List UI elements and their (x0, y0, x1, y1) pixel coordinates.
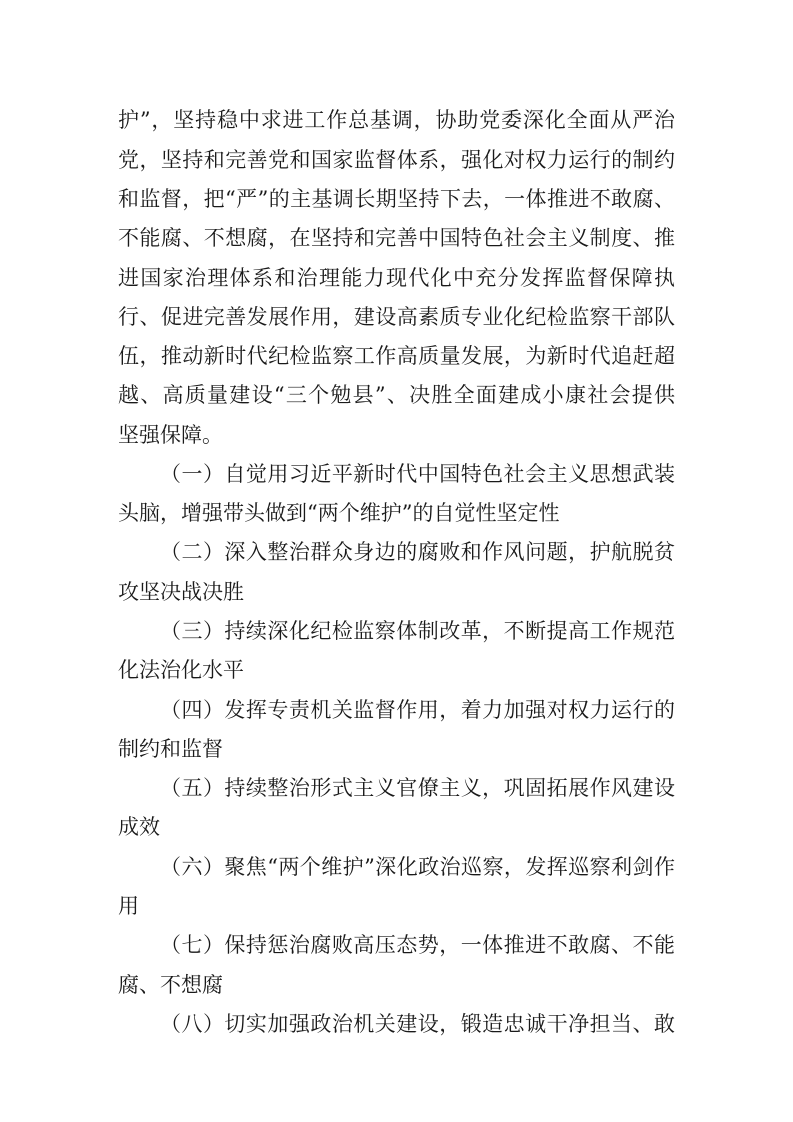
section-heading-8: （八）切实加强政治机关建设，锻造忠诚干净担当、敢 (160, 1012, 675, 1036)
section-heading-5: （五）持续整治形式主义官僚主义，巩固拓展作风建设 (160, 776, 675, 800)
body-text-line: 不能腐、不想腐，在坚持和完善中国特色社会主义制度、推 (118, 226, 675, 250)
section-heading-3: （三）持续深化纪检监察体制改革，不断提高工作规范 (160, 619, 675, 643)
section-heading-2-cont: 攻坚决战决胜 (118, 580, 244, 604)
body-text-line: 和监督，把“严”的主基调长期坚持下去，一体推进不敢腐、 (118, 187, 675, 211)
section-heading-3-cont: 化法治化水平 (118, 658, 244, 682)
section-heading-1-cont: 头脑，增强带头做到“两个维护”的自觉性坚定性 (118, 501, 560, 525)
section-heading-7: （七）保持惩治腐败高压态势，一体推进不敢腐、不能 (160, 933, 675, 957)
body-text-line: 伍，推动新时代纪检监察工作高质量发展，为新时代追赶超 (118, 344, 675, 368)
body-text-line: 进国家治理体系和治理能力现代化中充分发挥监督保障执 (118, 266, 675, 290)
section-heading-1: （一）自觉用习近平新时代中国特色社会主义思想武装 (160, 462, 675, 486)
section-heading-5-cont: 成效 (118, 815, 160, 839)
section-heading-6-cont: 用 (118, 894, 139, 918)
body-text-line: 行、促进完善发展作用，建设高素质专业化纪检监察干部队 (118, 305, 675, 329)
section-heading-7-cont: 腐、不想腐 (118, 973, 223, 997)
body-text-line: 党，坚持和完善党和国家监督体系，强化对权力运行的制约 (118, 148, 675, 172)
section-heading-6: （六）聚焦“两个维护”深化政治巡察，发挥巡察利剑作 (160, 855, 675, 879)
body-text-line: 越、高质量建设“三个勉县”、决胜全面建成小康社会提供 (118, 383, 675, 407)
section-heading-4-cont: 制约和监督 (118, 737, 223, 761)
body-text-line: 坚强保障。 (118, 423, 223, 447)
body-text-line: 护”，坚持稳中求进工作总基调，协助党委深化全面从严治 (118, 108, 675, 132)
section-heading-2: （二）深入整治群众身边的腐败和作风问题，护航脱贫 (160, 540, 675, 564)
section-heading-4: （四）发挥专责机关监督作用，着力加强对权力运行的 (160, 698, 675, 722)
